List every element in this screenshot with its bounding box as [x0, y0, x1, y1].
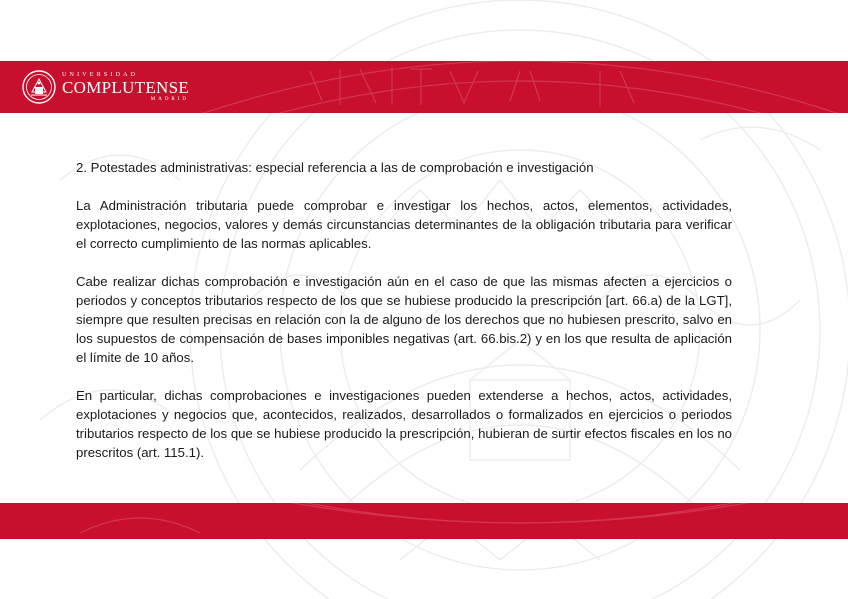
logo-city-label: MADRID — [150, 97, 190, 102]
university-logo[interactable] — [22, 69, 189, 105]
footer-band-watermark — [0, 503, 848, 539]
logo-university-name: COMPLUTENSE — [62, 78, 190, 97]
section-heading: 2. Potestades administrativas: especial referencia a las de comprobación e investigación — [76, 160, 594, 175]
paragraph-3: En particular, dichas comprobaciones e investigaciones pueden extenderse a hechos, actos, actividades, explotaciones y negocios que, acontecidos, realizados, desarrollados o formalizados en ejercicios o periodos tributarios respecto de los que se hubiese producido la prescripción, hubieran de surtir efectos fiscales en los no prescritos (art. 115.1). — [76, 388, 732, 460]
slide-body — [76, 158, 732, 481]
footer-band — [0, 503, 848, 539]
logo-university-label: UNIVERSIDAD — [62, 72, 139, 78]
header-band — [0, 61, 848, 113]
paragraph-1: La Administración tributaria puede comprobar e investigar los hechos, actos, elementos, actividades, explotaciones, negocios, valores y demás circunstancias determinantes de la obligación tributaria para verificar el correcto cumplimiento de las normas aplicables. — [76, 198, 732, 251]
university-seal-icon — [22, 70, 56, 104]
logo-wordmark — [62, 72, 189, 102]
paragraph-2: Cabe realizar dichas comprobación e investigación aún en el caso de que las mismas afecten a ejercicios o periodos y conceptos tributarios respecto de los que se hubiese producido la prescripción [art. 66.a) de la LGT], siempre que resulten precisas en relación con la de alguno de los derechos que no hubiesen prescrito, salvo en los supuestos de compensación de bases imponibles negativas (art. 66.bis.2) y en los que resulta de aplicación el límite de 10 años. — [76, 274, 732, 365]
